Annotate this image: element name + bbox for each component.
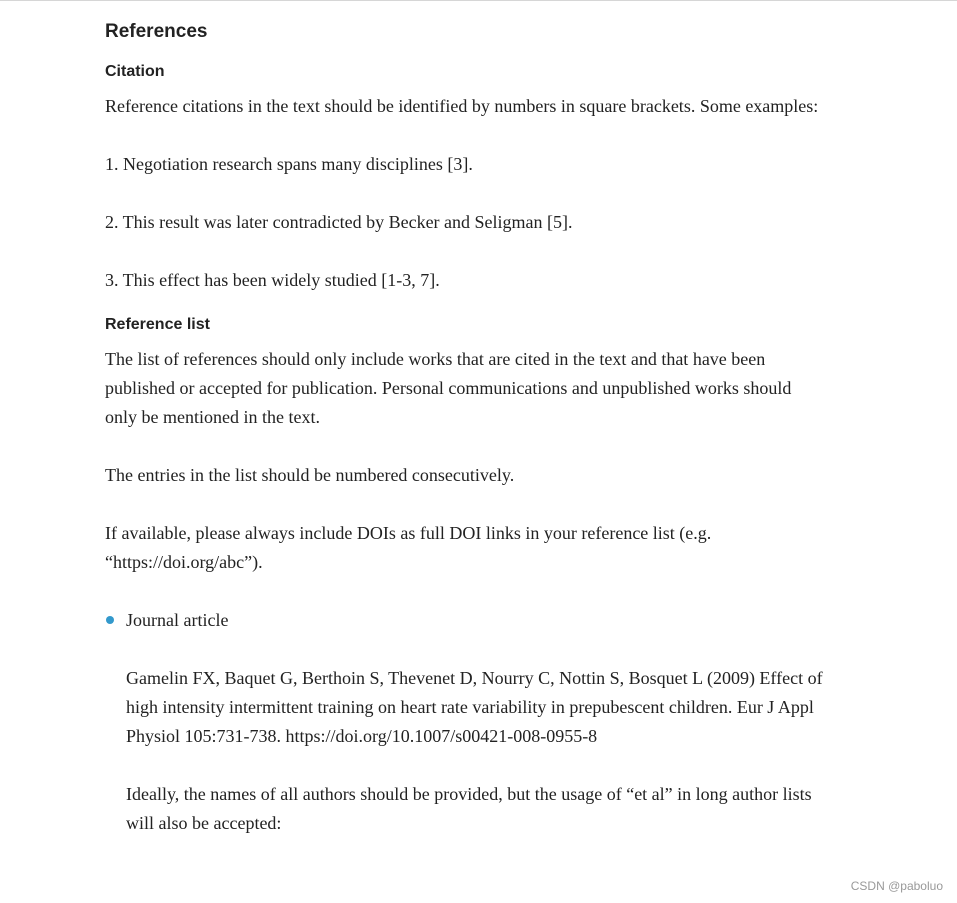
bullet-dot-icon — [106, 616, 114, 624]
citation-example-3: 3. This effect has been widely studied [1-3, 7]. — [105, 270, 440, 290]
journal-article-body — [126, 664, 825, 838]
citation-example-2: 2. This result was later contradicted by Becker and Seligman [5]. — [105, 212, 573, 232]
citation-intro: Reference citations in the text should be identified by numbers in square brackets. Some examples: — [105, 96, 819, 116]
list-item — [105, 606, 825, 838]
journal-article-note: Ideally, the names of all authors should be provided, but the usage of “et al” in long author lists will also be accepted: — [126, 784, 812, 833]
reference-list-heading: Reference list — [105, 316, 210, 333]
top-divider — [0, 0, 957, 1]
journal-article-label: Journal article — [126, 610, 229, 630]
references-heading: References — [105, 21, 208, 42]
reference-list-section — [105, 313, 825, 838]
citation-example-1: 1. Negotiation research spans many disciplines [3]. — [105, 154, 473, 174]
citation-heading: Citation — [105, 63, 165, 80]
reference-list-paragraph-1: The list of references should only include works that are cited in the text and that have been published or accepted for publication. Personal communications and unpublished works should only be mentioned in the text. — [105, 349, 792, 427]
reference-type-list — [105, 606, 825, 838]
reference-list-paragraph-2: The entries in the list should be numbered consecutively. — [105, 465, 515, 485]
journal-article-example: Gamelin FX, Baquet G, Berthoin S, Thevenet D, Nourry C, Nottin S, Bosquet L (2009) Effect of high intensity intermittent training on heart rate variability in prepubescent children. Eur J Appl Physiol 105:731-738. https://doi.org/10.1007/s00421-008-0955-8 — [126, 668, 823, 746]
article-content — [105, 18, 825, 867]
citation-section — [105, 60, 825, 295]
reference-list-paragraph-3: If available, please always include DOIs as full DOI links in your reference list (e.g. “https://doi.org/abc”). — [105, 523, 712, 572]
watermark: CSDN @paboluo — [850, 879, 943, 893]
